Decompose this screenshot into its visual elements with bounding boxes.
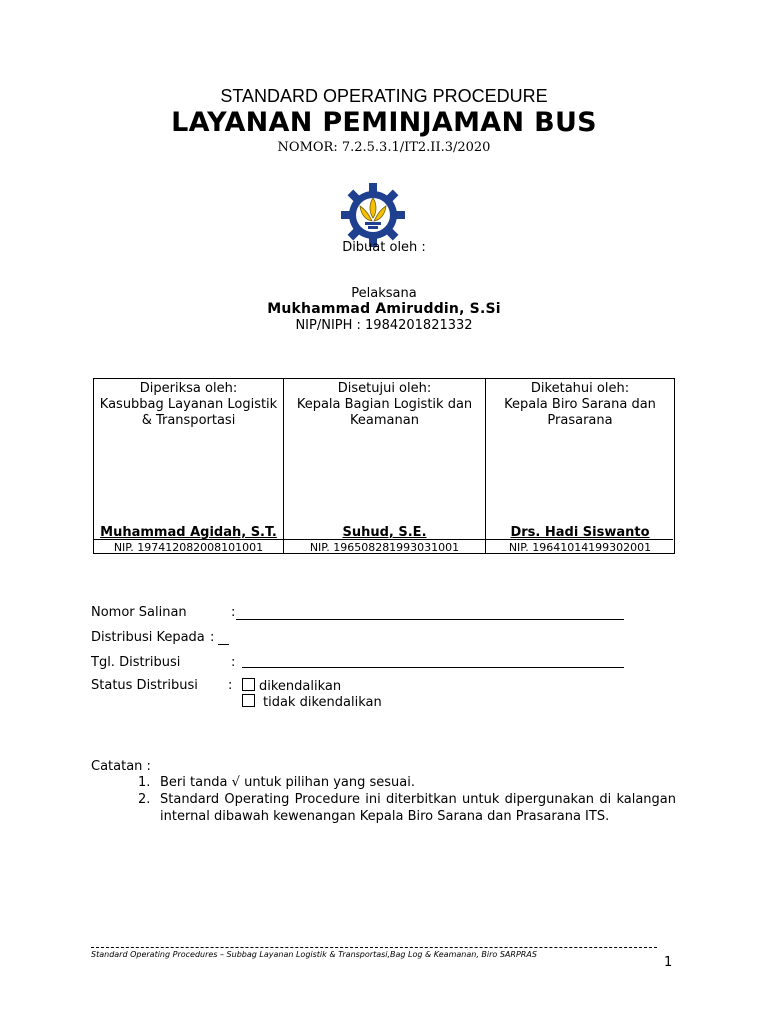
notes-heading: Catatan : [91, 759, 151, 774]
creator-role: Pelaksana [351, 286, 417, 301]
checkbox-controlled[interactable] [242, 678, 255, 691]
status-option-label: tidak dikendalikan [263, 695, 382, 710]
distribution-to-label: Distribusi Kepada [91, 630, 205, 645]
distribution-status-colon: : [228, 678, 233, 693]
distribution-date-label: Tgl. Distribusi [91, 655, 181, 670]
nip-row-divider [93, 539, 673, 540]
copy-number-label: Nomor Salinan [91, 605, 187, 620]
distribution-to-field[interactable] [218, 644, 229, 645]
created-by-label: Dibuat oleh : [342, 240, 426, 255]
signer-name: Suhud, S.E. [342, 525, 427, 540]
signature-cell-approved-by [284, 379, 486, 553]
signature-cell-acknowledged-by [486, 379, 674, 553]
footer-divider [91, 947, 657, 948]
note-item: Standard Operating Procedure ini diterbitkan untuk dipergunakan di kalangan internal dibawah kewenangan Kepala Biro Sarana dan Prasarana ITS. [160, 792, 676, 824]
distribution-status-label: Status Distribusi [91, 678, 198, 693]
status-option-label: dikendalikan [259, 679, 342, 694]
creator-name: Mukhammad Amiruddin, S.Si [267, 301, 501, 317]
status-option-uncontrolled[interactable] [242, 694, 382, 710]
doc-number: NOMOR: 7.2.5.3.1/IT2.II.3/2020 [277, 140, 491, 155]
creator-nip: NIP/NIPH : 1984201821332 [295, 318, 473, 333]
distribution-to-colon: : [210, 630, 215, 645]
signature-cell-checked-by [94, 379, 284, 553]
note-item: Beri tanda √ untuk pilihan yang sesuai. [160, 775, 415, 790]
doc-title: LAYANAN PEMINJAMAN BUS [171, 107, 597, 138]
its-logo [340, 182, 406, 248]
distribution-date-colon: : [231, 655, 236, 670]
note-number: 2. [138, 792, 151, 807]
signer-name: Muhammad Agidah, S.T. [100, 525, 277, 540]
signer-name: Drs. Hadi Siswanto [510, 525, 650, 540]
signature-role: Kepala Bagian Logistik dan Keamanan [296, 397, 473, 428]
copy-number-colon: : [231, 605, 236, 620]
signer-nip: NIP. 196508281993031001 [309, 541, 460, 554]
signature-role: Kepala Biro Sarana dan Prasarana [504, 397, 656, 428]
checkbox-uncontrolled[interactable] [242, 694, 255, 707]
signature-heading: Diperiksa oleh: [139, 381, 238, 396]
signer-nip: NIP. 197412082008101001 [113, 541, 264, 554]
signature-role: Kasubbag Layanan Logistik & Transportasi [99, 397, 278, 428]
page-number: 1 [664, 955, 673, 970]
signature-heading: Disetujui oleh: [337, 381, 432, 396]
signer-nip: NIP. 196410141993020​01 [508, 541, 652, 554]
signature-table [93, 378, 675, 554]
doc-type-heading: STANDARD OPERATING PROCEDURE [220, 86, 548, 106]
footer-text: Standard Operating Procedures – Subbag Layanan Logistik & Transportasi,Bag Log & Keamanan, Biro SARPRAS [91, 950, 537, 959]
distribution-date-field[interactable] [242, 667, 624, 668]
copy-number-field[interactable] [236, 619, 624, 620]
status-option-controlled[interactable] [242, 678, 341, 694]
note-number: 1. [138, 775, 151, 790]
signature-heading: Diketahui oleh: [530, 381, 630, 396]
